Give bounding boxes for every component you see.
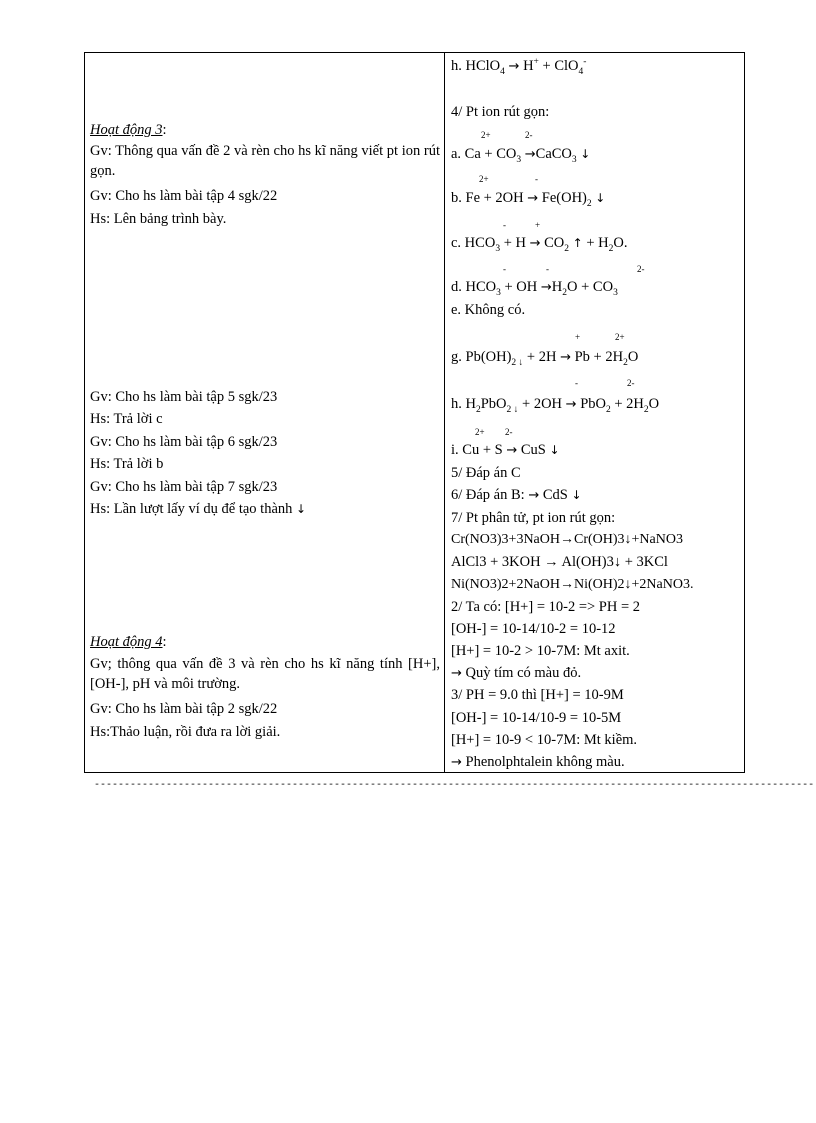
charge-label: - (546, 264, 549, 274)
section-7-title: 7/ Pt phân tử, pt ion rút gọn: (451, 510, 616, 526)
equation-c: c. $HCO_3 + H \to CO_2$ ↑ + $H_2O$. (451, 235, 628, 254)
solution-column (451, 52, 743, 772)
exercise-5-student: Hs: Trả lời c (90, 411, 163, 427)
activity-4-heading: Hoạt động 4: (90, 634, 167, 650)
charge-label: 2- (525, 130, 533, 140)
equation-a: a. $Ca + CO_3$ →CaCO$_3$ ↓ (451, 146, 591, 165)
equation-b: b. $Fe + 2OH \to Fe(OH)_2$ ↓ (451, 190, 606, 209)
arrow-icon: → (506, 443, 518, 458)
charge-label: - (503, 264, 506, 274)
charge-label: + (575, 332, 581, 342)
activity-3-teacher-1: Gv: Thông qua vấn đề 2 và rèn cho hs kĩ năng viết pt ion rút gọn. (90, 143, 440, 179)
charge-label: - (503, 220, 506, 230)
activity-3-student: Hs: Lên bảng trình bày. (90, 211, 227, 227)
precipitate-icon: ↓ (571, 488, 582, 502)
charge-label: 2+ (479, 174, 489, 184)
equation-g: g. $Pb(OH)_{2 ↓} + 2H \to Pb + 2H_2O$ (451, 349, 639, 368)
exercise-6-student: Hs: Trả lời b (90, 456, 164, 472)
equation-cr: Cr(NO3)3+3NaOH→Cr(OH)3↓+NaNO3 (451, 532, 683, 547)
charge-label: 2- (627, 378, 635, 388)
charge-label: 2+ (481, 130, 491, 140)
ph-2-line-1: 2/ Ta có: [H+] = 10-2 => PH = 2 (451, 599, 641, 615)
exercise-7-teacher: Gv: Cho hs làm bài tập 7 sgk/23 (90, 479, 278, 495)
arrow-icon: → (508, 59, 520, 74)
activity-column (90, 52, 440, 772)
section-4-title: 4/ Pt ion rút gọn: (451, 104, 550, 120)
arrow-icon: → (565, 397, 577, 412)
ph-3-line-3: [H+] = 10-9 < 10-7M: Mt kiềm. (451, 732, 638, 748)
charge-label: + (535, 220, 541, 230)
ph-3-line-2: [OH-] = 10-14/10-9 = 10-5M (451, 710, 622, 726)
arrow-icon: → (524, 147, 536, 162)
separator-line: ------------------------------------------------------------------------------------------------------------------------ (94, 780, 815, 791)
precipitate-icon: ↓ (595, 191, 606, 205)
arrow-icon: → (560, 350, 571, 365)
precipitate-icon: ↓ (296, 502, 307, 516)
arrow-icon: → (527, 191, 539, 206)
answer-6: 6/ Đáp án B: → CdS ↓ (451, 487, 582, 503)
arrow-icon: → (529, 236, 541, 251)
arrow-icon: → (451, 755, 462, 770)
precipitate-icon: ↓ (549, 443, 560, 457)
exercise-5-teacher: Gv: Cho hs làm bài tập 5 sgk/23 (90, 389, 278, 405)
exercise-7-student: Hs: Lần lượt lấy ví dụ để tạo thành ↓ (90, 501, 307, 517)
charge-label: 2- (505, 427, 513, 437)
column-divider (444, 52, 445, 773)
charge-label: 2+ (615, 332, 625, 342)
charge-label: - (535, 174, 538, 184)
arrow-icon: → (451, 666, 462, 681)
equation-ni: Ni(NO3)2+2NaOH→Ni(OH)2↓+2NaNO3. (451, 577, 694, 592)
ph-2-line-4: → Quỳ tím có màu đỏ. (451, 665, 582, 681)
charge-label: 2+ (475, 427, 485, 437)
activity-3-heading: Hoạt động 3: (90, 122, 167, 138)
equation-al: AlCl3 + 3KOH → Al(OH)3↓ + 3KCl (451, 554, 668, 570)
ph-3-line-1: 3/ PH = 9.0 thì [H+] = 10-9M (451, 687, 624, 703)
equation-d: d. $HCO_3$ + OH $\to H_2O + CO_3$ (451, 279, 618, 298)
charge-label: 2- (637, 264, 645, 274)
activity-4-teacher-1: Gv; thông qua vấn đề 3 và rèn cho hs kĩ năng tính [H+], [OH-], pH và môi trường. (90, 656, 440, 692)
exercise-6-teacher: Gv: Cho hs làm bài tập 6 sgk/23 (90, 434, 278, 450)
precipitate-icon: ↓ (580, 147, 591, 161)
answer-5: 5/ Đáp án C (451, 465, 521, 481)
ph-2-line-3: [H+] = 10-2 > 10-7M: Mt axit. (451, 643, 630, 659)
equation-i: i. Cu + S → CuS ↓ (451, 442, 560, 458)
activity-4-student: Hs:Thảo luận, rồi đưa ra lời giải. (90, 724, 281, 740)
equation-h-pbo2: h. $H_2PbO_{2 ↓} + 2OH \to PbO_2 + 2H_2O$ (451, 396, 660, 415)
arrow-icon: → (528, 488, 540, 503)
gas-icon: ↑ (572, 236, 583, 250)
ph-2-line-2: [OH-] = 10-14/10-2 = 10-12 (451, 621, 616, 637)
arrow-icon: → (540, 280, 552, 295)
ph-3-line-4: → Phenolphtalein không màu. (451, 754, 625, 770)
equation-hclo4: h. HClO$_4$ → H+ + ClO$_4$- (451, 57, 587, 77)
activity-4-teacher-2: Gv: Cho hs làm bài tập 2 sgk/22 (90, 701, 278, 717)
charge-label: - (575, 378, 578, 388)
equation-e: e. Không có. (451, 302, 526, 318)
activity-3-teacher-2: Gv: Cho hs làm bài tập 4 sgk/22 (90, 188, 278, 204)
